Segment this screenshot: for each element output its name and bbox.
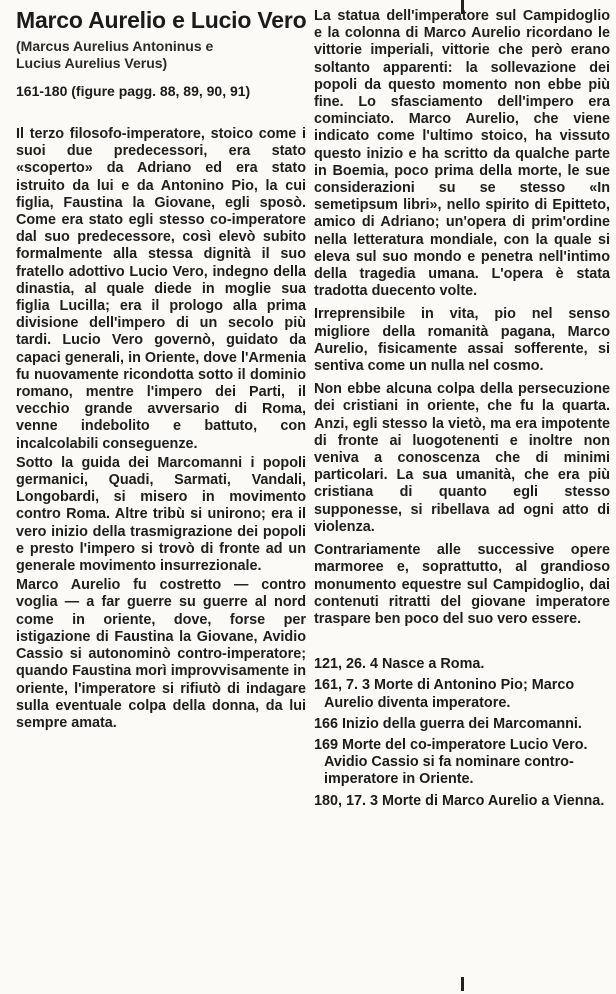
column-bottom-mark (461, 977, 464, 991)
latin-name-line-1: (Marcus Aurelius Antoninus e (16, 38, 214, 54)
right-column (314, 0, 610, 814)
chronology-item: 180, 17. 3 Morte di Marco Aurelio a Vienna. (314, 792, 605, 809)
latin-names (16, 38, 306, 72)
chronology-item: 166 Inizio della guerra dei Marcomanni. (314, 715, 582, 732)
chronology-item: 121, 26. 4 Nasce a Roma. (314, 656, 485, 673)
left-column (16, 0, 306, 732)
right-paragraph-1: La statua dell'imperatore sul Campidoglio e la colonna di Marco Aurelio ricordano le vittorie imperiali, vittorie che però erano soltanto apparenti: la sollevazione dei popoli da questo momento non ebbe più fine. Lo sfasciamento dell'impero era cominciato. Marco Aurelio, che viene indicato come l'ultimo stoico, ha vissuto questo inizio e ha scritto da qualche parte in Boemia, poco prima della morte, le sue considerazioni su se stesso «In semetipsum libri», nello spirito di Epitteto, amico di Adriano; un'opera di prim'ordine nella letteratura mondiale, con la quale si eleva sul suo mondo e penetra nell'intimo della tragedia umana. L'opera è stata tradotta duecento volte. (314, 8, 610, 300)
chronology-item: 169 Morte del co-imperatore Lucio Vero. Avidio Cassio si fa nominare contro-imperatore in Oriente. (314, 736, 588, 788)
left-paragraph-1: Il terzo filosofo-imperatore, stoico come i suoi due predecessori, era stato «scoperto» da Adriano ed era stato istruito da lui e da Antonino Pio, la cui figlia, Faustina la Giovane, egli sposò. Come era stato egli stesso co-imperatore dal suo predecessore, così elevò subito formalmente alla stessa dignità il suo fratello adottivo Lucio Vero, indegno della dinastia, al quale diede in moglie sua figlia Lucilla; era il prologo alla prima divisione dell'impero di un secolo più tardi. Lucio Vero governò, guidato da capaci generali, in Oriente, dove l'Armenia fu nuovamente ricondotta sotto il dominio romano, mentre l'impero dei Parti, il vecchio grande avversario di Roma, venne indebolito e battuto, con incalcolabili conseguenze. (16, 126, 306, 452)
chronology-item: 161, 7. 3 Morte di Antonino Pio; Marco Aurelio diventa imperatore. (314, 677, 575, 711)
figure-references: 161-180 (figure pagg. 88, 89, 90, 91) (16, 83, 251, 99)
left-paragraph-2: Sotto la guida dei Marcomanni i popoli germanici, Quadi, Sarmati, Vandali, Longobardi, si misero in movimento contro Roma. Altre tribù si unirono; era il vero inizio della trasmigrazione dei popoli e presto l'impero si trovò di fronte ad un generale movimento insurrezionale. (16, 454, 306, 575)
chronology-list (314, 656, 610, 810)
right-paragraph-4: Contrariamente alle successive opere marmoree e, soprattutto, al grandioso monumento equestre sul Campidoglio, dai contenuti ritratti del giovane imperatore traspare ben poco del suo vero essere. (314, 542, 610, 627)
article-title: Marco Aurelio e Lucio Vero (16, 7, 307, 33)
left-paragraph-3: Marco Aurelio fu costretto — contro voglia — a far guerre su guerre al nord come in oriente, dove, forse per istigazione di Faustina la Giovane, Avidio Cassio si autonominò contro-imperatore; quando Faustina morì improvvisamente in oriente, l'imperatore si rifiutò di indagare sulla eventuale colpa della donna, da lui sempre amata. (16, 577, 306, 731)
latin-name-line-2: Lucius Aurelius Verus) (16, 55, 168, 71)
right-paragraph-2: Irreprensibile in vita, pio nel senso migliore della romanità pagana, Marco Aurelio, fisicamente assai sofferente, si sentiva come un nulla nel cosmo. (314, 306, 610, 375)
right-paragraph-3: Non ebbe alcuna colpa della persecuzione dei cristiani in oriente, che fu la quarta. Anzi, egli stesso la vietò, ma era impotente di fronte ai luogotenenti e inoltre non veniva a conoscenza che di minimi particolari. La sua umanità, che era più cristiana di quanto egli stesso supponesse, si ribellava ad ogni atto di violenza. (314, 381, 610, 535)
